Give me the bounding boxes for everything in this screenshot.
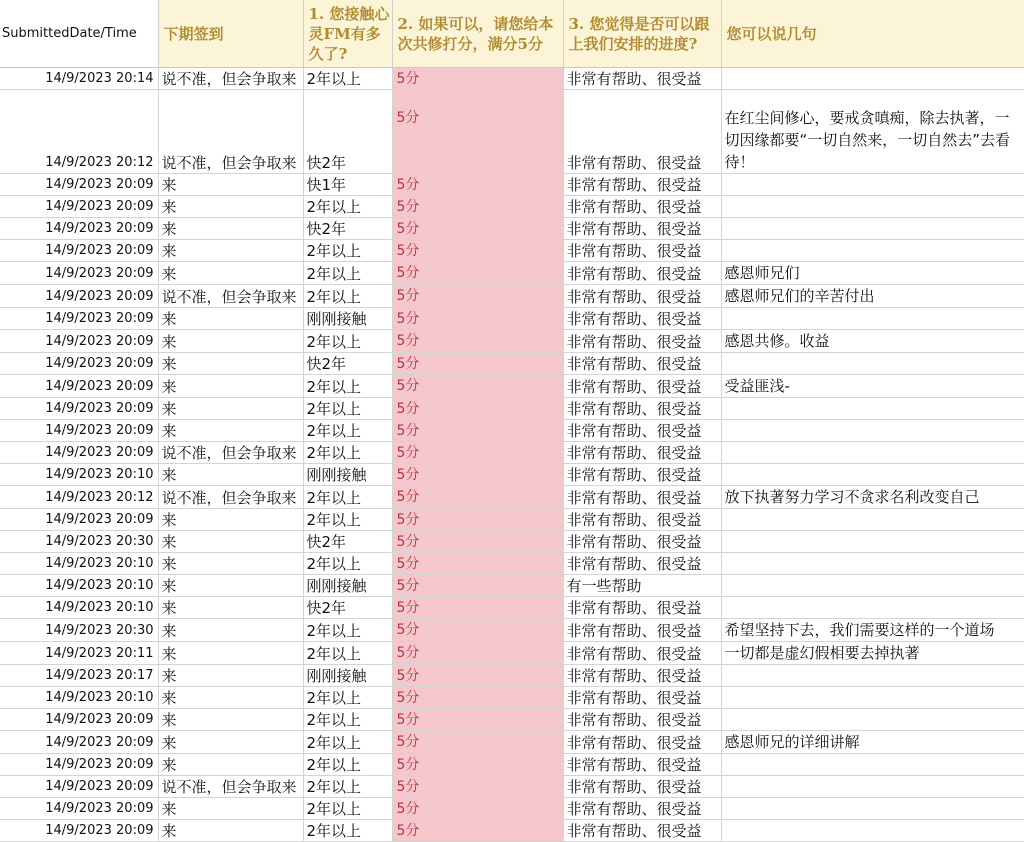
duration-cell[interactable]: 2年以上: [303, 240, 392, 262]
score-cell[interactable]: 5分: [392, 464, 563, 486]
comment-cell[interactable]: 在红尘间修心，要戒贪嗔痴，除去执著，一切因缘都要“一切自然来，一切自然去”去看待！: [721, 90, 1024, 174]
submitted-cell[interactable]: 14/9/2023 20:09: [0, 308, 158, 330]
comment-cell[interactable]: [721, 464, 1024, 486]
comment-cell[interactable]: [721, 597, 1024, 619]
column-header-progress[interactable]: 3. 您觉得是否可以跟上我们安排的进度?: [563, 0, 721, 68]
comment-cell[interactable]: [721, 420, 1024, 442]
duration-cell[interactable]: 2年以上: [303, 398, 392, 420]
checkin-cell[interactable]: 说不准，但会争取来: [158, 486, 303, 509]
comment-cell[interactable]: 感恩师兄们: [721, 262, 1024, 285]
score-cell[interactable]: 5分: [392, 330, 563, 353]
duration-cell[interactable]: 2年以上: [303, 486, 392, 509]
score-cell[interactable]: 5分: [392, 731, 563, 754]
progress-cell[interactable]: 非常有帮助、很受益: [563, 754, 721, 776]
checkin-cell[interactable]: 来: [158, 420, 303, 442]
progress-cell[interactable]: 非常有帮助、很受益: [563, 420, 721, 442]
table-row: [0, 262, 1024, 285]
checkin-cell[interactable]: 来: [158, 619, 303, 642]
duration-cell[interactable]: 2年以上: [303, 776, 392, 798]
duration-cell[interactable]: 刚刚接触: [303, 464, 392, 486]
comment-cell[interactable]: [721, 687, 1024, 709]
score-cell[interactable]: 5分: [392, 90, 563, 174]
column-header-comment[interactable]: 您可以说几句: [721, 0, 1024, 68]
comment-cell[interactable]: [721, 353, 1024, 375]
table-row: [0, 174, 1024, 196]
progress-cell[interactable]: 非常有帮助、很受益: [563, 90, 721, 174]
comment-cell[interactable]: [721, 240, 1024, 262]
comment-cell[interactable]: [721, 196, 1024, 218]
checkin-cell[interactable]: 来: [158, 174, 303, 196]
duration-cell[interactable]: 快2年: [303, 353, 392, 375]
duration-cell[interactable]: 快1年: [303, 174, 392, 196]
progress-cell[interactable]: 非常有帮助、很受益: [563, 308, 721, 330]
checkin-cell[interactable]: 来: [158, 709, 303, 731]
table-row: [0, 553, 1024, 575]
progress-cell[interactable]: 非常有帮助、很受益: [563, 398, 721, 420]
submitted-cell[interactable]: 14/9/2023 20:10: [0, 575, 158, 597]
submitted-cell[interactable]: 14/9/2023 20:09: [0, 218, 158, 240]
checkin-cell[interactable]: 来: [158, 575, 303, 597]
score-cell[interactable]: 5分: [392, 665, 563, 687]
column-header-score[interactable]: 2. 如果可以，请您给本次共修打分，满分5分: [392, 0, 563, 68]
comment-cell[interactable]: [721, 575, 1024, 597]
score-cell[interactable]: 5分: [392, 196, 563, 218]
checkin-cell[interactable]: 来: [158, 597, 303, 619]
progress-cell[interactable]: 非常有帮助、很受益: [563, 218, 721, 240]
score-cell[interactable]: 5分: [392, 509, 563, 531]
table-row: [0, 820, 1024, 842]
submitted-cell[interactable]: 14/9/2023 20:10: [0, 464, 158, 486]
progress-cell[interactable]: 非常有帮助、很受益: [563, 798, 721, 820]
progress-cell[interactable]: 非常有帮助、很受益: [563, 509, 721, 531]
score-cell[interactable]: 5分: [392, 642, 563, 665]
submitted-cell[interactable]: 14/9/2023 20:12: [0, 90, 158, 174]
submitted-cell[interactable]: 14/9/2023 20:09: [0, 509, 158, 531]
progress-cell[interactable]: 有一些帮助: [563, 575, 721, 597]
submitted-cell[interactable]: 14/9/2023 20:09: [0, 285, 158, 308]
score-cell[interactable]: 5分: [392, 308, 563, 330]
score-cell[interactable]: 5分: [392, 776, 563, 798]
table-row: [0, 375, 1024, 398]
table-row: [0, 776, 1024, 798]
duration-cell[interactable]: 2年以上: [303, 68, 392, 90]
score-cell[interactable]: 5分: [392, 486, 563, 509]
duration-cell[interactable]: 2年以上: [303, 642, 392, 665]
duration-cell[interactable]: 刚刚接触: [303, 308, 392, 330]
submitted-cell[interactable]: 14/9/2023 20:09: [0, 196, 158, 218]
progress-cell[interactable]: 非常有帮助、很受益: [563, 687, 721, 709]
checkin-cell[interactable]: 来: [158, 353, 303, 375]
progress-cell[interactable]: 非常有帮助、很受益: [563, 262, 721, 285]
submitted-cell[interactable]: 14/9/2023 20:09: [0, 709, 158, 731]
checkin-cell[interactable]: 来: [158, 754, 303, 776]
submitted-cell[interactable]: 14/9/2023 20:09: [0, 398, 158, 420]
checkin-cell[interactable]: 来: [158, 820, 303, 842]
submitted-cell[interactable]: 14/9/2023 20:09: [0, 330, 158, 353]
table-row: [0, 218, 1024, 240]
checkin-cell[interactable]: 来: [158, 665, 303, 687]
table-row: [0, 798, 1024, 820]
progress-cell[interactable]: 非常有帮助、很受益: [563, 68, 721, 90]
table-row: [0, 687, 1024, 709]
duration-cell[interactable]: 2年以上: [303, 619, 392, 642]
table-row: [0, 642, 1024, 665]
checkin-cell[interactable]: 来: [158, 798, 303, 820]
submitted-cell[interactable]: 14/9/2023 20:09: [0, 731, 158, 754]
comment-cell[interactable]: [721, 218, 1024, 240]
submitted-cell[interactable]: 14/9/2023 20:10: [0, 597, 158, 619]
submitted-cell[interactable]: 14/9/2023 20:09: [0, 262, 158, 285]
duration-cell[interactable]: 2年以上: [303, 553, 392, 575]
column-header-submitted[interactable]: SubmittedDate/Time: [0, 0, 158, 68]
progress-cell[interactable]: 非常有帮助、很受益: [563, 174, 721, 196]
progress-cell[interactable]: 非常有帮助、很受益: [563, 531, 721, 553]
checkin-cell[interactable]: 来: [158, 330, 303, 353]
comment-cell[interactable]: [721, 398, 1024, 420]
comment-cell[interactable]: [721, 776, 1024, 798]
comment-cell[interactable]: [721, 442, 1024, 464]
progress-cell[interactable]: 非常有帮助、很受益: [563, 553, 721, 575]
score-cell[interactable]: 5分: [392, 531, 563, 553]
submitted-cell[interactable]: 14/9/2023 20:09: [0, 820, 158, 842]
duration-cell[interactable]: 快2年: [303, 90, 392, 174]
checkin-cell[interactable]: 来: [158, 308, 303, 330]
table-row: [0, 665, 1024, 687]
duration-cell[interactable]: 2年以上: [303, 798, 392, 820]
duration-cell[interactable]: 2年以上: [303, 262, 392, 285]
duration-cell[interactable]: 2年以上: [303, 285, 392, 308]
comment-cell[interactable]: [721, 709, 1024, 731]
table-row: [0, 68, 1024, 90]
checkin-cell[interactable]: 来: [158, 509, 303, 531]
checkin-cell[interactable]: 来: [158, 553, 303, 575]
submitted-cell[interactable]: 14/9/2023 20:30: [0, 619, 158, 642]
duration-cell[interactable]: 2年以上: [303, 420, 392, 442]
comment-cell[interactable]: [721, 820, 1024, 842]
duration-cell[interactable]: 快2年: [303, 218, 392, 240]
duration-cell[interactable]: 2年以上: [303, 330, 392, 353]
checkin-cell[interactable]: 说不准，但会争取来: [158, 90, 303, 174]
duration-cell[interactable]: 刚刚接触: [303, 575, 392, 597]
progress-cell[interactable]: 非常有帮助、很受益: [563, 330, 721, 353]
table-row: [0, 597, 1024, 619]
progress-cell[interactable]: 非常有帮助、很受益: [563, 776, 721, 798]
submitted-cell[interactable]: 14/9/2023 20:09: [0, 798, 158, 820]
checkin-cell[interactable]: 来: [158, 464, 303, 486]
comment-cell[interactable]: 一切都是虚幻假相要去掉执著: [721, 642, 1024, 665]
submitted-cell[interactable]: 14/9/2023 20:09: [0, 754, 158, 776]
comment-cell[interactable]: 感恩师兄们的辛苦付出: [721, 285, 1024, 308]
checkin-cell[interactable]: 来: [158, 262, 303, 285]
table-body: [0, 68, 1024, 842]
progress-cell[interactable]: 非常有帮助、很受益: [563, 240, 721, 262]
header-row: [0, 0, 1024, 68]
checkin-cell[interactable]: 说不准，但会争取来: [158, 776, 303, 798]
table-row: [0, 486, 1024, 509]
table-row: [0, 575, 1024, 597]
comment-cell[interactable]: 感恩师兄的详细讲解: [721, 731, 1024, 754]
comment-cell[interactable]: [721, 553, 1024, 575]
progress-cell[interactable]: 非常有帮助、很受益: [563, 196, 721, 218]
submitted-cell[interactable]: 14/9/2023 20:30: [0, 531, 158, 553]
progress-cell[interactable]: 非常有帮助、很受益: [563, 731, 721, 754]
duration-cell[interactable]: 刚刚接触: [303, 665, 392, 687]
table-row: [0, 731, 1024, 754]
table-row: [0, 442, 1024, 464]
score-cell[interactable]: 5分: [392, 285, 563, 308]
table-row: [0, 285, 1024, 308]
score-cell[interactable]: 5分: [392, 798, 563, 820]
checkin-cell[interactable]: 来: [158, 218, 303, 240]
table-row: [0, 308, 1024, 330]
checkin-cell[interactable]: 来: [158, 375, 303, 398]
duration-cell[interactable]: 快2年: [303, 531, 392, 553]
duration-cell[interactable]: 2年以上: [303, 709, 392, 731]
duration-cell[interactable]: 2年以上: [303, 820, 392, 842]
comment-cell[interactable]: [721, 174, 1024, 196]
comment-cell[interactable]: 感恩共修。收益: [721, 330, 1024, 353]
table-row: [0, 464, 1024, 486]
table-row: [0, 353, 1024, 375]
submitted-cell[interactable]: 14/9/2023 20:09: [0, 353, 158, 375]
submitted-cell[interactable]: 14/9/2023 20:11: [0, 642, 158, 665]
table-row: [0, 709, 1024, 731]
table-row: [0, 754, 1024, 776]
duration-cell[interactable]: 2年以上: [303, 731, 392, 754]
comment-cell[interactable]: [721, 798, 1024, 820]
duration-cell[interactable]: 2年以上: [303, 687, 392, 709]
submitted-cell[interactable]: 14/9/2023 20:09: [0, 240, 158, 262]
score-cell[interactable]: 5分: [392, 398, 563, 420]
progress-cell[interactable]: 非常有帮助、很受益: [563, 464, 721, 486]
submitted-cell[interactable]: 14/9/2023 20:10: [0, 687, 158, 709]
duration-cell[interactable]: 2年以上: [303, 754, 392, 776]
comment-cell[interactable]: [721, 531, 1024, 553]
comment-cell[interactable]: [721, 308, 1024, 330]
score-cell[interactable]: 5分: [392, 442, 563, 464]
duration-cell[interactable]: 2年以上: [303, 196, 392, 218]
progress-cell[interactable]: 非常有帮助、很受益: [563, 486, 721, 509]
progress-cell[interactable]: 非常有帮助、很受益: [563, 619, 721, 642]
checkin-cell[interactable]: 来: [158, 642, 303, 665]
table-row: [0, 398, 1024, 420]
progress-cell[interactable]: 非常有帮助、很受益: [563, 442, 721, 464]
score-cell[interactable]: 5分: [392, 420, 563, 442]
table-row: [0, 420, 1024, 442]
progress-cell[interactable]: 非常有帮助、很受益: [563, 375, 721, 398]
table-row: [0, 90, 1024, 174]
submitted-cell[interactable]: 14/9/2023 20:09: [0, 375, 158, 398]
score-cell[interactable]: 5分: [392, 68, 563, 90]
score-cell[interactable]: 5分: [392, 353, 563, 375]
table-row: [0, 619, 1024, 642]
comment-cell[interactable]: [721, 509, 1024, 531]
column-header-next-checkin[interactable]: 下期签到: [158, 0, 303, 68]
progress-cell[interactable]: 非常有帮助、很受益: [563, 642, 721, 665]
checkin-cell[interactable]: 说不准，但会争取来: [158, 442, 303, 464]
submitted-cell[interactable]: 14/9/2023 20:10: [0, 553, 158, 575]
progress-cell[interactable]: 非常有帮助、很受益: [563, 820, 721, 842]
score-cell[interactable]: 5分: [392, 709, 563, 731]
comment-cell[interactable]: 希望坚持下去，我们需要这样的一个道场: [721, 619, 1024, 642]
score-cell[interactable]: 5分: [392, 754, 563, 776]
column-header-duration[interactable]: 1. 您接触心灵FM有多久了?: [303, 0, 392, 68]
duration-cell[interactable]: 2年以上: [303, 509, 392, 531]
table-row: [0, 509, 1024, 531]
checkin-cell[interactable]: 来: [158, 687, 303, 709]
submitted-cell[interactable]: 14/9/2023 20:09: [0, 442, 158, 464]
checkin-cell[interactable]: 来: [158, 240, 303, 262]
checkin-cell[interactable]: 说不准，但会争取来: [158, 285, 303, 308]
submitted-cell[interactable]: 14/9/2023 20:09: [0, 420, 158, 442]
table-row: [0, 531, 1024, 553]
score-cell[interactable]: 5分: [392, 553, 563, 575]
comment-cell[interactable]: [721, 665, 1024, 687]
score-cell[interactable]: 5分: [392, 687, 563, 709]
checkin-cell[interactable]: 来: [158, 731, 303, 754]
progress-cell[interactable]: 非常有帮助、很受益: [563, 285, 721, 308]
comment-cell[interactable]: [721, 754, 1024, 776]
comment-cell[interactable]: 受益匪浅-: [721, 375, 1024, 398]
checkin-cell[interactable]: 来: [158, 196, 303, 218]
checkin-cell[interactable]: 说不准，但会争取来: [158, 68, 303, 90]
table-row: [0, 240, 1024, 262]
table-row: [0, 330, 1024, 353]
duration-cell[interactable]: 2年以上: [303, 442, 392, 464]
duration-cell[interactable]: 2年以上: [303, 375, 392, 398]
progress-cell[interactable]: 非常有帮助、很受益: [563, 665, 721, 687]
progress-cell[interactable]: 非常有帮助、很受益: [563, 597, 721, 619]
submitted-cell[interactable]: 14/9/2023 20:17: [0, 665, 158, 687]
progress-cell[interactable]: 非常有帮助、很受益: [563, 709, 721, 731]
score-cell[interactable]: 5分: [392, 575, 563, 597]
score-cell[interactable]: 5分: [392, 597, 563, 619]
score-cell[interactable]: 5分: [392, 218, 563, 240]
score-cell[interactable]: 5分: [392, 262, 563, 285]
duration-cell[interactable]: 快2年: [303, 597, 392, 619]
score-cell[interactable]: 5分: [392, 820, 563, 842]
score-cell[interactable]: 5分: [392, 240, 563, 262]
checkin-cell[interactable]: 来: [158, 531, 303, 553]
submitted-cell[interactable]: 14/9/2023 20:09: [0, 174, 158, 196]
score-cell[interactable]: 5分: [392, 174, 563, 196]
score-cell[interactable]: 5分: [392, 375, 563, 398]
submitted-cell[interactable]: 14/9/2023 20:12: [0, 486, 158, 509]
table-row: [0, 196, 1024, 218]
submitted-cell[interactable]: 14/9/2023 20:14: [0, 68, 158, 90]
submitted-cell[interactable]: 14/9/2023 20:09: [0, 776, 158, 798]
score-cell[interactable]: 5分: [392, 619, 563, 642]
checkin-cell[interactable]: 来: [158, 398, 303, 420]
comment-cell[interactable]: 放下执著努力学习不贪求名利改变自己: [721, 486, 1024, 509]
progress-cell[interactable]: 非常有帮助、很受益: [563, 353, 721, 375]
comment-cell[interactable]: [721, 68, 1024, 90]
